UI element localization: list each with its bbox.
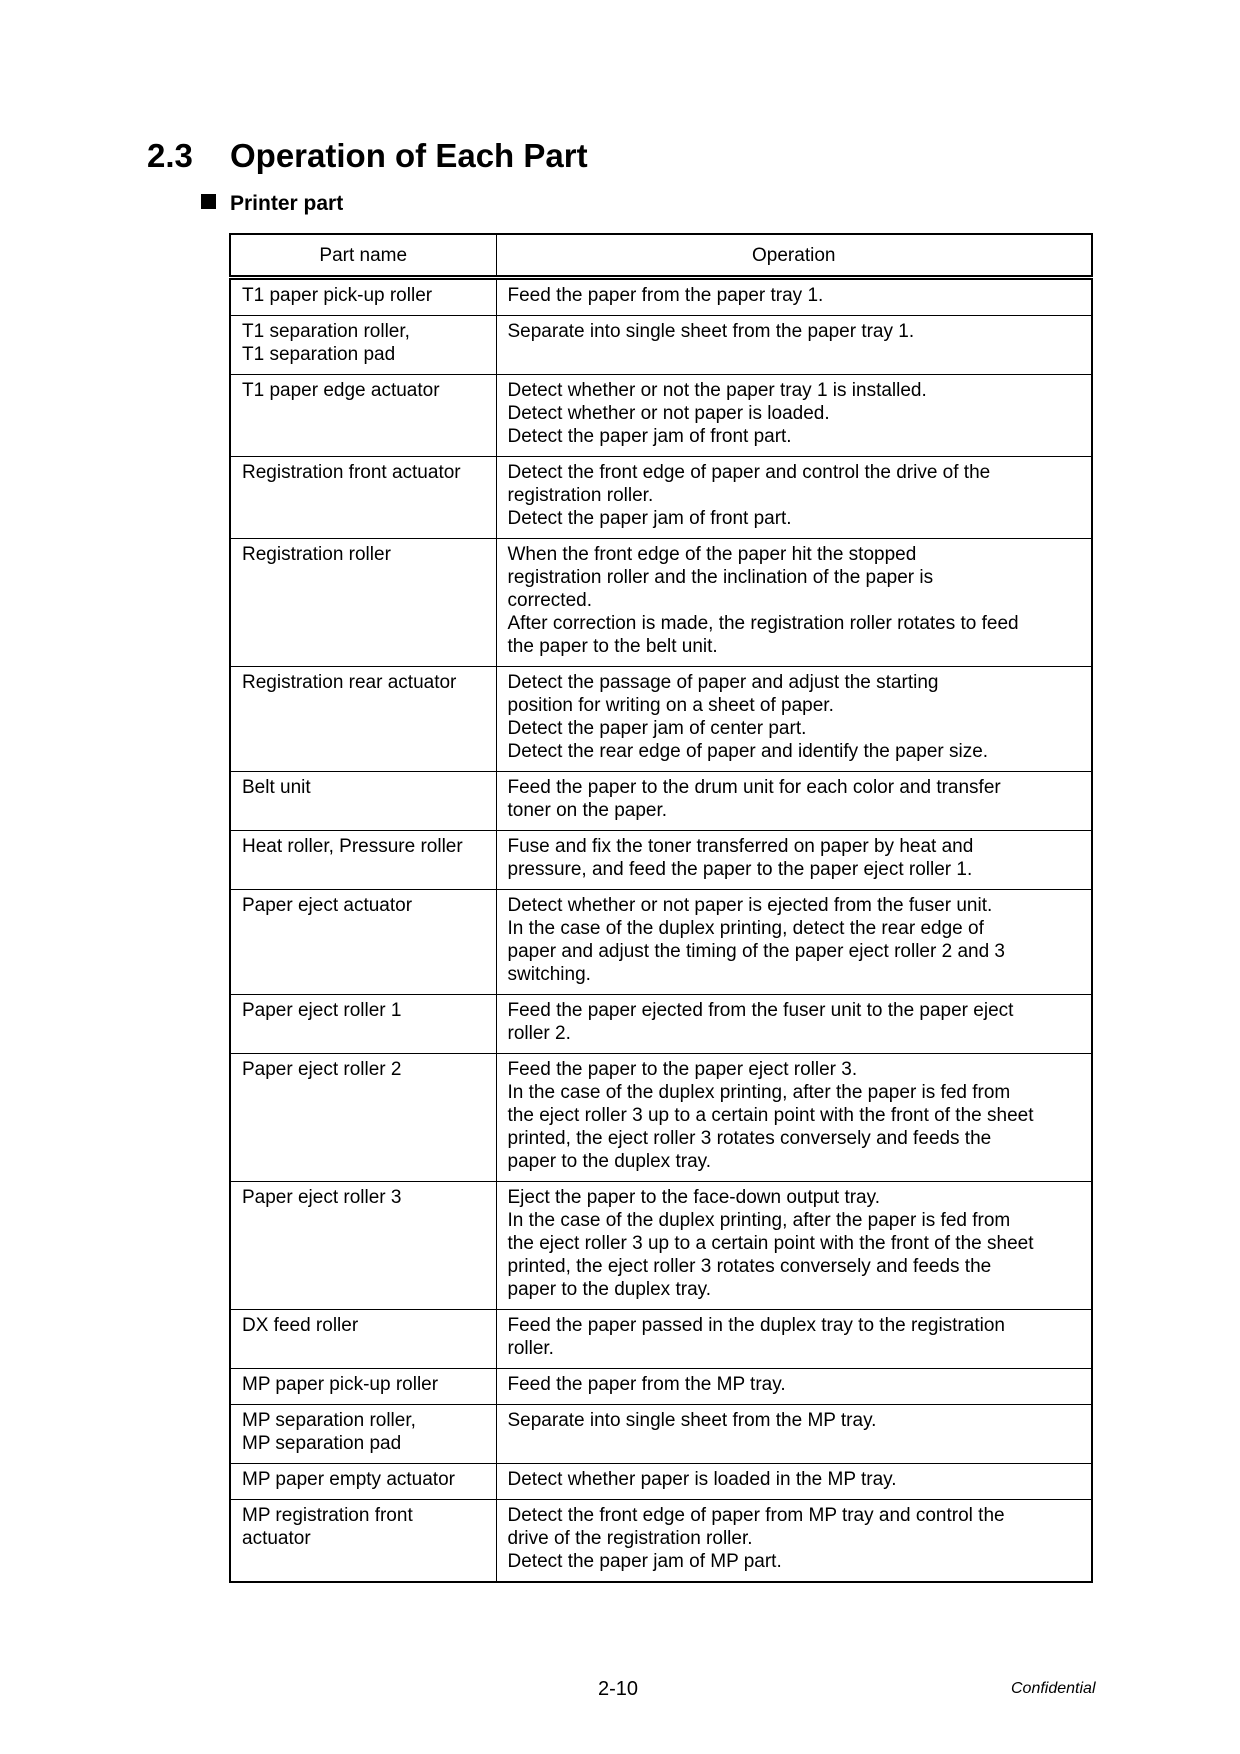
table-body	[230, 278, 1092, 1583]
section-title: Operation of Each Part	[230, 137, 588, 174]
square-bullet-icon	[201, 194, 216, 209]
table-header-row	[230, 234, 1092, 278]
column-header-part-name: Part name	[230, 234, 496, 278]
table-row	[230, 539, 1092, 667]
section-heading	[147, 136, 588, 176]
table-row	[230, 1310, 1092, 1369]
part-name-cell: Belt unit	[230, 772, 496, 831]
table-row	[230, 457, 1092, 539]
table-row	[230, 1500, 1092, 1583]
operation-cell: Eject the paper to the face-down output tray. In the case of the duplex printing, after the paper is fed from the eject roller 3 up to a certain point with the front of the sheet printed, the eject roller 3 rotates conversely and feeds the paper to the duplex tray.	[496, 1182, 1092, 1310]
table-row	[230, 375, 1092, 457]
table-row	[230, 1405, 1092, 1464]
part-name-cell: T1 separation roller, T1 separation pad	[230, 316, 496, 375]
part-name-cell: MP separation roller, MP separation pad	[230, 1405, 496, 1464]
table-row	[230, 890, 1092, 995]
part-name-cell: Registration front actuator	[230, 457, 496, 539]
table-row	[230, 1464, 1092, 1500]
section-number: 2.3	[147, 137, 193, 174]
operation-cell: Feed the paper ejected from the fuser unit to the paper eject roller 2.	[496, 995, 1092, 1054]
operation-cell: Detect the passage of paper and adjust the starting position for writing on a sheet of paper. Detect the paper jam of center part. Detect the rear edge of paper and identify the paper size.	[496, 667, 1092, 772]
part-name-cell: Paper eject actuator	[230, 890, 496, 995]
operation-cell: Feed the paper to the drum unit for each color and transfer toner on the paper.	[496, 772, 1092, 831]
operation-cell: Detect whether paper is loaded in the MP tray.	[496, 1464, 1092, 1500]
operation-cell: Separate into single sheet from the paper tray 1.	[496, 316, 1092, 375]
operation-cell: When the front edge of the paper hit the stopped registration roller and the inclination of the paper is corrected. After correction is made, the registration roller rotates to feed the paper to the belt unit.	[496, 539, 1092, 667]
table-row	[230, 1182, 1092, 1310]
part-name-cell: Registration rear actuator	[230, 667, 496, 772]
table-row	[230, 316, 1092, 375]
table-row	[230, 995, 1092, 1054]
page-number: 2-10	[598, 1678, 639, 1700]
part-name-cell: DX feed roller	[230, 1310, 496, 1369]
part-name-cell: T1 paper pick-up roller	[230, 278, 496, 316]
operation-cell: Detect whether or not the paper tray 1 is installed. Detect whether or not paper is loaded. Detect the paper jam of front part.	[496, 375, 1092, 457]
operation-cell: Separate into single sheet from the MP tray.	[496, 1405, 1092, 1464]
table-row	[230, 1054, 1092, 1182]
parts-operation-table	[229, 233, 1093, 1583]
table-row	[230, 772, 1092, 831]
subsection-heading	[201, 191, 343, 217]
operation-cell: Detect the front edge of paper and control the drive of the registration roller. Detect the paper jam of front part.	[496, 457, 1092, 539]
operation-cell: Feed the paper passed in the duplex tray to the registration roller.	[496, 1310, 1092, 1369]
table-row	[230, 667, 1092, 772]
operation-cell: Detect whether or not paper is ejected from the fuser unit. In the case of the duplex printing, detect the rear edge of paper and adjust the timing of the paper eject roller 2 and 3 switching.	[496, 890, 1092, 995]
part-name-cell: Paper eject roller 2	[230, 1054, 496, 1182]
part-name-cell: Paper eject roller 1	[230, 995, 496, 1054]
part-name-cell: Registration roller	[230, 539, 496, 667]
operation-cell: Detect the front edge of paper from MP tray and control the drive of the registration roller. Detect the paper jam of MP part.	[496, 1500, 1092, 1583]
operation-cell: Feed the paper to the paper eject roller 3. In the case of the duplex printing, after the paper is fed from the eject roller 3 up to a certain point with the front of the sheet printed, the eject roller 3 rotates conversely and feeds the paper to the duplex tray.	[496, 1054, 1092, 1182]
column-header-operation: Operation	[496, 234, 1092, 278]
part-name-cell: T1 paper edge actuator	[230, 375, 496, 457]
table-row	[230, 278, 1092, 316]
part-name-cell: MP paper empty actuator	[230, 1464, 496, 1500]
operation-cell: Fuse and fix the toner transferred on paper by heat and pressure, and feed the paper to the paper eject roller 1.	[496, 831, 1092, 890]
part-name-cell: Paper eject roller 3	[230, 1182, 496, 1310]
part-name-cell: Heat roller, Pressure roller	[230, 831, 496, 890]
table-row	[230, 831, 1092, 890]
part-name-cell: MP paper pick-up roller	[230, 1369, 496, 1405]
operation-cell: Feed the paper from the MP tray.	[496, 1369, 1092, 1405]
table-row	[230, 1369, 1092, 1405]
part-name-cell: MP registration front actuator	[230, 1500, 496, 1583]
confidential-label: Confidential	[1011, 1680, 1096, 1697]
operation-cell: Feed the paper from the paper tray 1.	[496, 278, 1092, 316]
subsection-title: Printer part	[230, 192, 344, 215]
